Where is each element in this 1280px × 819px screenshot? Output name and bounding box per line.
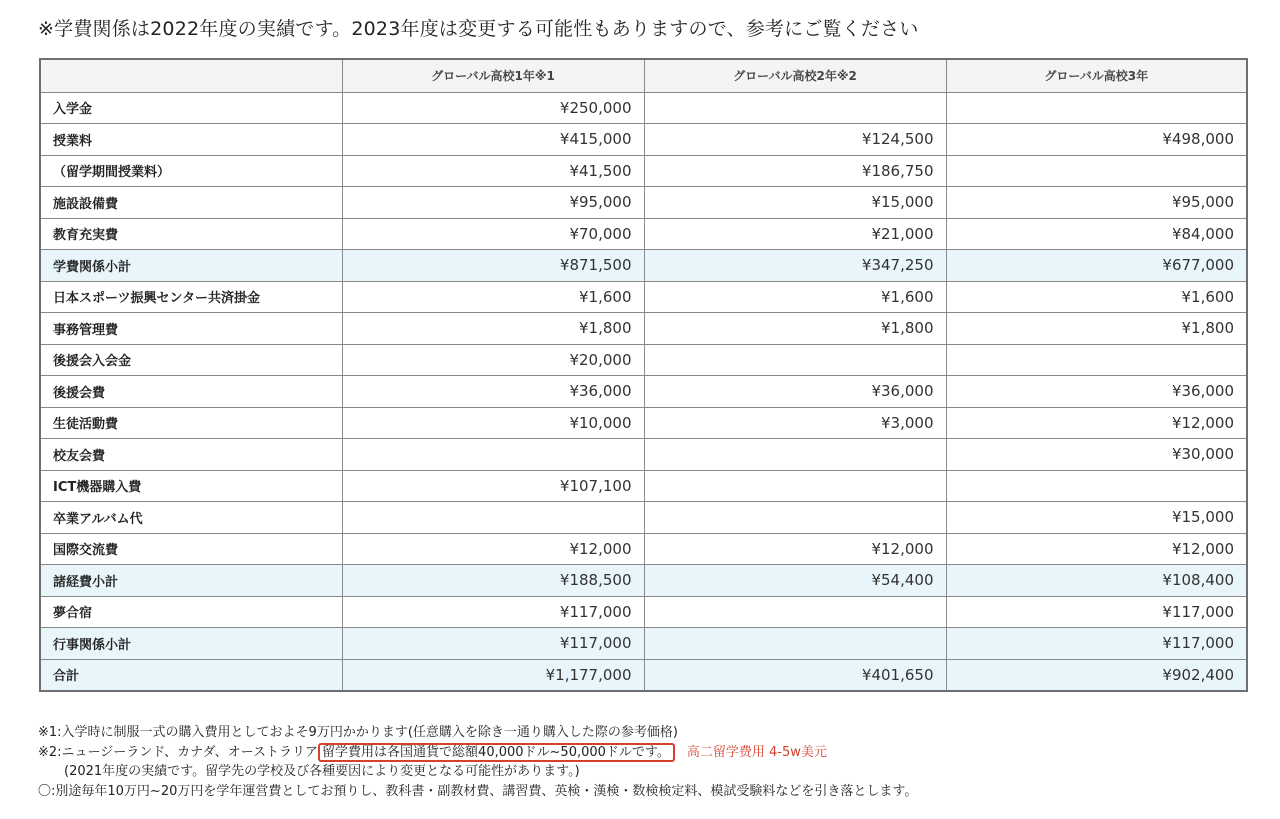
row-label: 後援会入会金 <box>40 344 342 376</box>
table-row <box>40 281 1247 313</box>
cell-year3: ¥1,600 <box>946 281 1247 313</box>
cell-year3: ¥12,000 <box>946 407 1247 439</box>
note-2-prefix: ※2:ニュージーランド、カナダ、オーストラリア <box>38 744 319 760</box>
cell-year1: ¥20,000 <box>342 344 644 376</box>
cell-year2: ¥1,600 <box>644 281 946 313</box>
row-label: 日本スポーツ振興センター共済掛金 <box>40 281 342 313</box>
subtotal-row <box>40 250 1247 282</box>
cell-year3: ¥117,000 <box>946 628 1247 660</box>
cell-year1: ¥10,000 <box>342 407 644 439</box>
cell-year3: ¥84,000 <box>946 218 1247 250</box>
cell-year2: ¥54,400 <box>644 565 946 597</box>
row-label: 合計 <box>40 659 342 691</box>
row-label: 施設設備費 <box>40 187 342 219</box>
table-row <box>40 407 1247 439</box>
row-label: 諸経費小計 <box>40 565 342 597</box>
header-year3: グローバル高校3年 <box>946 59 1247 92</box>
cell-year3: ¥30,000 <box>946 439 1247 471</box>
cell-year1: ¥1,600 <box>342 281 644 313</box>
table-row <box>40 502 1247 534</box>
cell-year1: ¥1,177,000 <box>342 659 644 691</box>
cell-year2: ¥186,750 <box>644 155 946 187</box>
row-label: 卒業アルバム代 <box>40 502 342 534</box>
note-2-sub: (2021年度の実績です。留学先の学校及び各種要因により変更となる可能性があります。) <box>64 764 580 779</box>
cell-year2: ¥1,800 <box>644 313 946 345</box>
header-year1: グローバル高校1年※1 <box>342 59 644 92</box>
cell-year1: ¥36,000 <box>342 376 644 408</box>
header-year2: グローバル高校2年※2 <box>644 59 946 92</box>
cell-year2 <box>644 470 946 502</box>
cell-year2: ¥401,650 <box>644 659 946 691</box>
row-label: 校友会費 <box>40 439 342 471</box>
cell-year2 <box>644 596 946 628</box>
row-label: 生徒活動費 <box>40 407 342 439</box>
table-row <box>40 124 1247 156</box>
cell-year3: ¥117,000 <box>946 596 1247 628</box>
cell-year3: ¥1,800 <box>946 313 1247 345</box>
cell-year3 <box>946 92 1247 124</box>
table-row <box>40 439 1247 471</box>
cell-year3: ¥677,000 <box>946 250 1247 282</box>
cell-year1 <box>342 439 644 471</box>
row-label: （留学期間授業料） <box>40 155 342 187</box>
header-blank <box>40 59 342 92</box>
row-label: 学費関係小計 <box>40 250 342 282</box>
cell-year2: ¥124,500 <box>644 124 946 156</box>
cell-year2: ¥12,000 <box>644 533 946 565</box>
cell-year1: ¥117,000 <box>342 596 644 628</box>
cell-year1: ¥41,500 <box>342 155 644 187</box>
cell-year3: ¥902,400 <box>946 659 1247 691</box>
table-header-row <box>40 59 1247 92</box>
row-label: 後援会費 <box>40 376 342 408</box>
row-label: 行事関係小計 <box>40 628 342 660</box>
cell-year1 <box>342 502 644 534</box>
cell-year3: ¥12,000 <box>946 533 1247 565</box>
row-label: 国際交流費 <box>40 533 342 565</box>
row-label: 入学金 <box>40 92 342 124</box>
cell-year3 <box>946 344 1247 376</box>
cell-year2 <box>644 344 946 376</box>
handwritten-annotation: 高二留学费用 4-5w美元 <box>686 744 827 760</box>
footnotes <box>38 723 917 801</box>
cell-year3: ¥498,000 <box>946 124 1247 156</box>
table-row <box>40 187 1247 219</box>
table-row <box>40 218 1247 250</box>
note-3: 〇:別途毎年10万円~20万円を学年運営費としてお預りし、教科書・副教材費、講習費、英検・漢検・数検検定料、模試受験料などを引き落とします。 <box>38 783 918 799</box>
cell-year2: ¥3,000 <box>644 407 946 439</box>
row-label: 夢合宿 <box>40 596 342 628</box>
cell-year3: ¥108,400 <box>946 565 1247 597</box>
cell-year2: ¥347,250 <box>644 250 946 282</box>
table-row <box>40 344 1247 376</box>
cell-year2: ¥36,000 <box>644 376 946 408</box>
row-label: 授業料 <box>40 124 342 156</box>
row-label: 事務管理費 <box>40 313 342 345</box>
row-label: 教育充実費 <box>40 218 342 250</box>
cell-year1: ¥95,000 <box>342 187 644 219</box>
fee-table <box>39 58 1248 692</box>
table-row <box>40 155 1247 187</box>
cell-year2 <box>644 439 946 471</box>
cell-year1: ¥70,000 <box>342 218 644 250</box>
cell-year2 <box>644 92 946 124</box>
cell-year3 <box>946 155 1247 187</box>
cell-year2: ¥15,000 <box>644 187 946 219</box>
cell-year2 <box>644 628 946 660</box>
cell-year3: ¥95,000 <box>946 187 1247 219</box>
fee-table-body <box>40 92 1247 691</box>
cell-year1: ¥1,800 <box>342 313 644 345</box>
table-row <box>40 376 1247 408</box>
page-heading: ※学費関係は2022年度の実績です。2023年度は変更する可能性もありますので、参考にご覧ください <box>38 18 919 40</box>
cell-year1: ¥107,100 <box>342 470 644 502</box>
cell-year1: ¥117,000 <box>342 628 644 660</box>
row-label: ICT機器購入費 <box>40 470 342 502</box>
cell-year1: ¥12,000 <box>342 533 644 565</box>
cell-year3 <box>946 470 1247 502</box>
note-1: ※1:入学時に制服一式の購入費用としておよそ9万円かかります(任意購入を除き一通り購入した際の参考価格) <box>38 725 678 740</box>
cell-year1: ¥188,500 <box>342 565 644 597</box>
cell-year1: ¥871,500 <box>342 250 644 282</box>
cell-year3: ¥36,000 <box>946 376 1247 408</box>
subtotal-row <box>40 565 1247 597</box>
subtotal-row <box>40 628 1247 660</box>
note-2-highlight: 留学費用は各国通貨で総額40,000ドル~50,000ドルです。 <box>318 743 675 762</box>
cell-year2: ¥21,000 <box>644 218 946 250</box>
table-row <box>40 596 1247 628</box>
table-row <box>40 313 1247 345</box>
cell-year1: ¥250,000 <box>342 92 644 124</box>
cell-year3: ¥15,000 <box>946 502 1247 534</box>
table-row <box>40 470 1247 502</box>
table-row <box>40 533 1247 565</box>
cell-year1: ¥415,000 <box>342 124 644 156</box>
cell-year2 <box>644 502 946 534</box>
subtotal-row <box>40 659 1247 691</box>
table-row <box>40 92 1247 124</box>
note-2 <box>38 743 917 763</box>
